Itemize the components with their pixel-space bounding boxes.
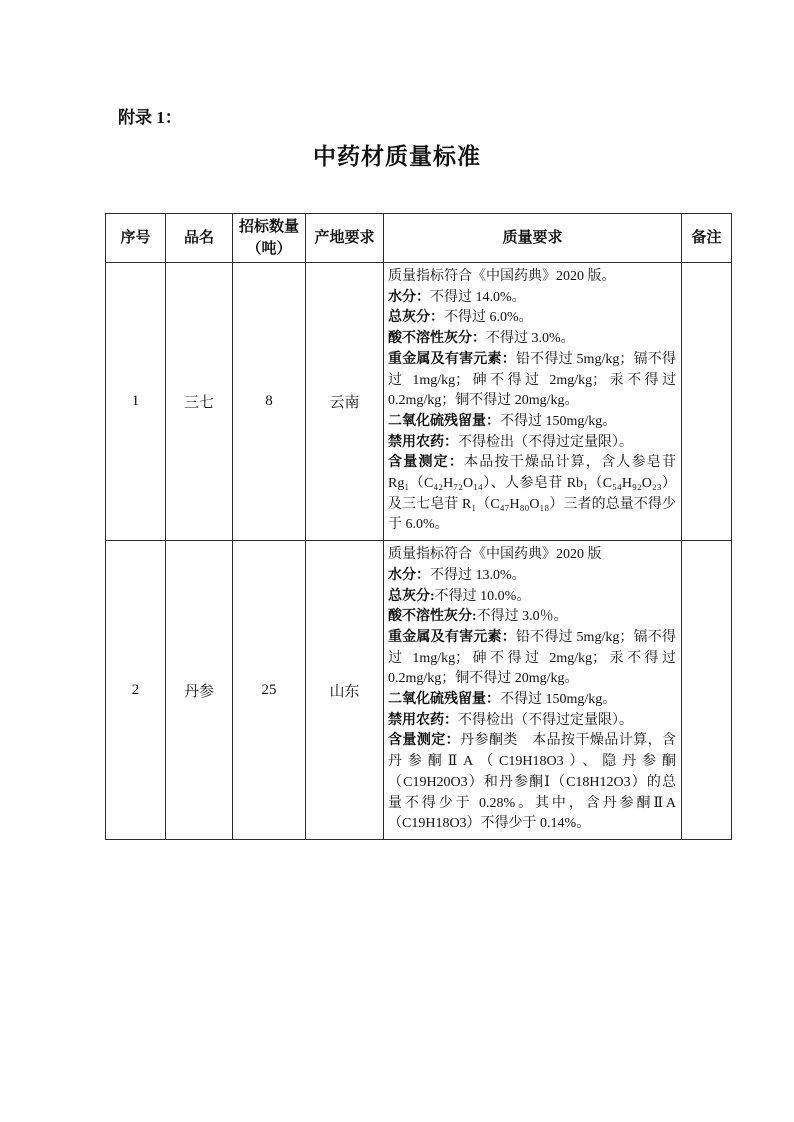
quality-line-label: 总灰分: — [388, 588, 435, 604]
quality-line-label: 水分： — [388, 289, 430, 305]
quality-line — [388, 329, 676, 350]
page-title: 中药材质量标准 — [313, 144, 481, 169]
quality-line — [388, 545, 676, 566]
quality-line — [388, 308, 676, 329]
quality-line-label: 二氧化硫残留量： — [388, 413, 500, 429]
quality-line-label: 重金属及有害元素： — [388, 351, 516, 367]
quality-line-label: 含量测定： — [388, 455, 465, 471]
table-row — [106, 263, 732, 541]
quality-line-text: 铅不得过 5mg/kg；镉不得过 1mg/kg；砷不得过 2mg/kg；汞不得过 0.2mg/kg；铜不得过 20mg/kg。 — [388, 351, 676, 409]
quality-line — [388, 433, 676, 454]
table-row — [106, 541, 732, 840]
quality-line-text: 不得过 3.0％。 — [476, 609, 568, 625]
quality-line — [388, 711, 676, 732]
cell-qty: 8 — [233, 263, 306, 541]
col-header-qty-line2: （吨） — [246, 241, 292, 257]
col-header-origin: 产地要求 — [306, 214, 384, 263]
quality-line — [388, 453, 676, 536]
cell-name: 丹参 — [166, 541, 233, 840]
cell-origin: 山东 — [306, 541, 384, 840]
cell-remark — [682, 541, 732, 840]
quality-line-label: 酸不溶性灰分: — [388, 609, 477, 625]
col-header-name: 品名 — [166, 214, 233, 263]
quality-line-text: 铅不得过 5mg/kg；镉不得过 1mg/kg；砷不得过 2mg/kg；汞不得过 0.2mg/kg；铜不得过 20mg/kg。 — [388, 629, 676, 687]
quality-line-text: 不得过 150mg/kg。 — [500, 692, 617, 708]
quality-line — [388, 267, 676, 288]
quality-line-label: 酸不溶性灰分： — [388, 331, 486, 347]
cell-origin: 云南 — [306, 263, 384, 541]
quality-line — [388, 288, 676, 309]
cell-no: 1 — [106, 263, 166, 541]
quality-line-label: 水分： — [388, 567, 430, 583]
quality-line-text: 不得过 150mg/kg。 — [500, 413, 617, 429]
quality-line-text: 不得检出（不得过定量限）。 — [458, 434, 633, 450]
col-header-qty — [233, 214, 306, 263]
quality-line-label: 禁用农药： — [388, 712, 458, 728]
quality-line-label: 重金属及有害元素： — [388, 629, 516, 645]
quality-line-text: 不得过 13.0%。 — [430, 567, 526, 583]
quality-line — [388, 412, 676, 433]
appendix-label: 附录 1： — [118, 108, 182, 127]
cell-name: 三七 — [166, 263, 233, 541]
quality-line-text: 不得过 3.0%。 — [486, 331, 575, 347]
cell-remark — [682, 263, 732, 541]
quality-line-text: 不得过 14.0%。 — [430, 289, 526, 305]
col-header-remark: 备注 — [682, 214, 732, 263]
quality-line — [388, 690, 676, 711]
quality-line-label: 二氧化硫残留量： — [388, 692, 500, 708]
col-header-no: 序号 — [106, 214, 166, 263]
quality-line-text: 不得检出（不得过定量限）。 — [458, 712, 633, 728]
quality-line — [388, 628, 676, 690]
col-header-quality: 质量要求 — [384, 214, 682, 263]
quality-line-text: 丹参酮类 本品按干燥品计算，含丹参酮ⅡA（C19H18O3）、隐丹参酮（C19H20O3）和丹参酮Ⅰ（C18H12O3）的总量不得少于 0.28%。其中，含丹参酮ⅡA（C19H18O3）不得少于 0.14%。 — [388, 733, 677, 832]
quality-line — [388, 566, 676, 587]
cell-qty: 25 — [233, 541, 306, 840]
quality-line-label: 含量测定： — [388, 733, 461, 749]
quality-line — [388, 587, 676, 608]
quality-line-text: 不得过 10.0%。 — [434, 588, 531, 604]
quality-line — [388, 607, 676, 628]
quality-line-text: 不得过 6.0%。 — [444, 310, 533, 326]
quality-line — [388, 731, 676, 835]
cell-quality — [384, 263, 682, 541]
col-header-qty-line1: 招标数量 — [238, 219, 299, 235]
cell-no: 2 — [106, 541, 166, 840]
cell-quality — [384, 541, 682, 840]
header-row — [106, 214, 732, 263]
quality-line-label: 禁用农药： — [388, 434, 458, 450]
quality-standards-table — [105, 213, 732, 840]
quality-line-text: 本品按干燥品计算，含人参皂苷 Rg₁（C₄₂H₇₂O₁₄）、人参皂苷 Rb₁（C₅₄H₉₂O₂₃）及三七皂苷 R₁（C₄₇H₈₀O₁₈）三者的总量不得少于 6.0%。 — [388, 455, 677, 533]
quality-line-label: 总灰分： — [388, 310, 444, 326]
quality-line — [388, 350, 676, 412]
quality-line-text: 质量指标符合《中国药典》2020 版。 — [388, 269, 616, 284]
quality-line-text: 质量指标符合《中国药典》2020 版 — [388, 547, 602, 563]
